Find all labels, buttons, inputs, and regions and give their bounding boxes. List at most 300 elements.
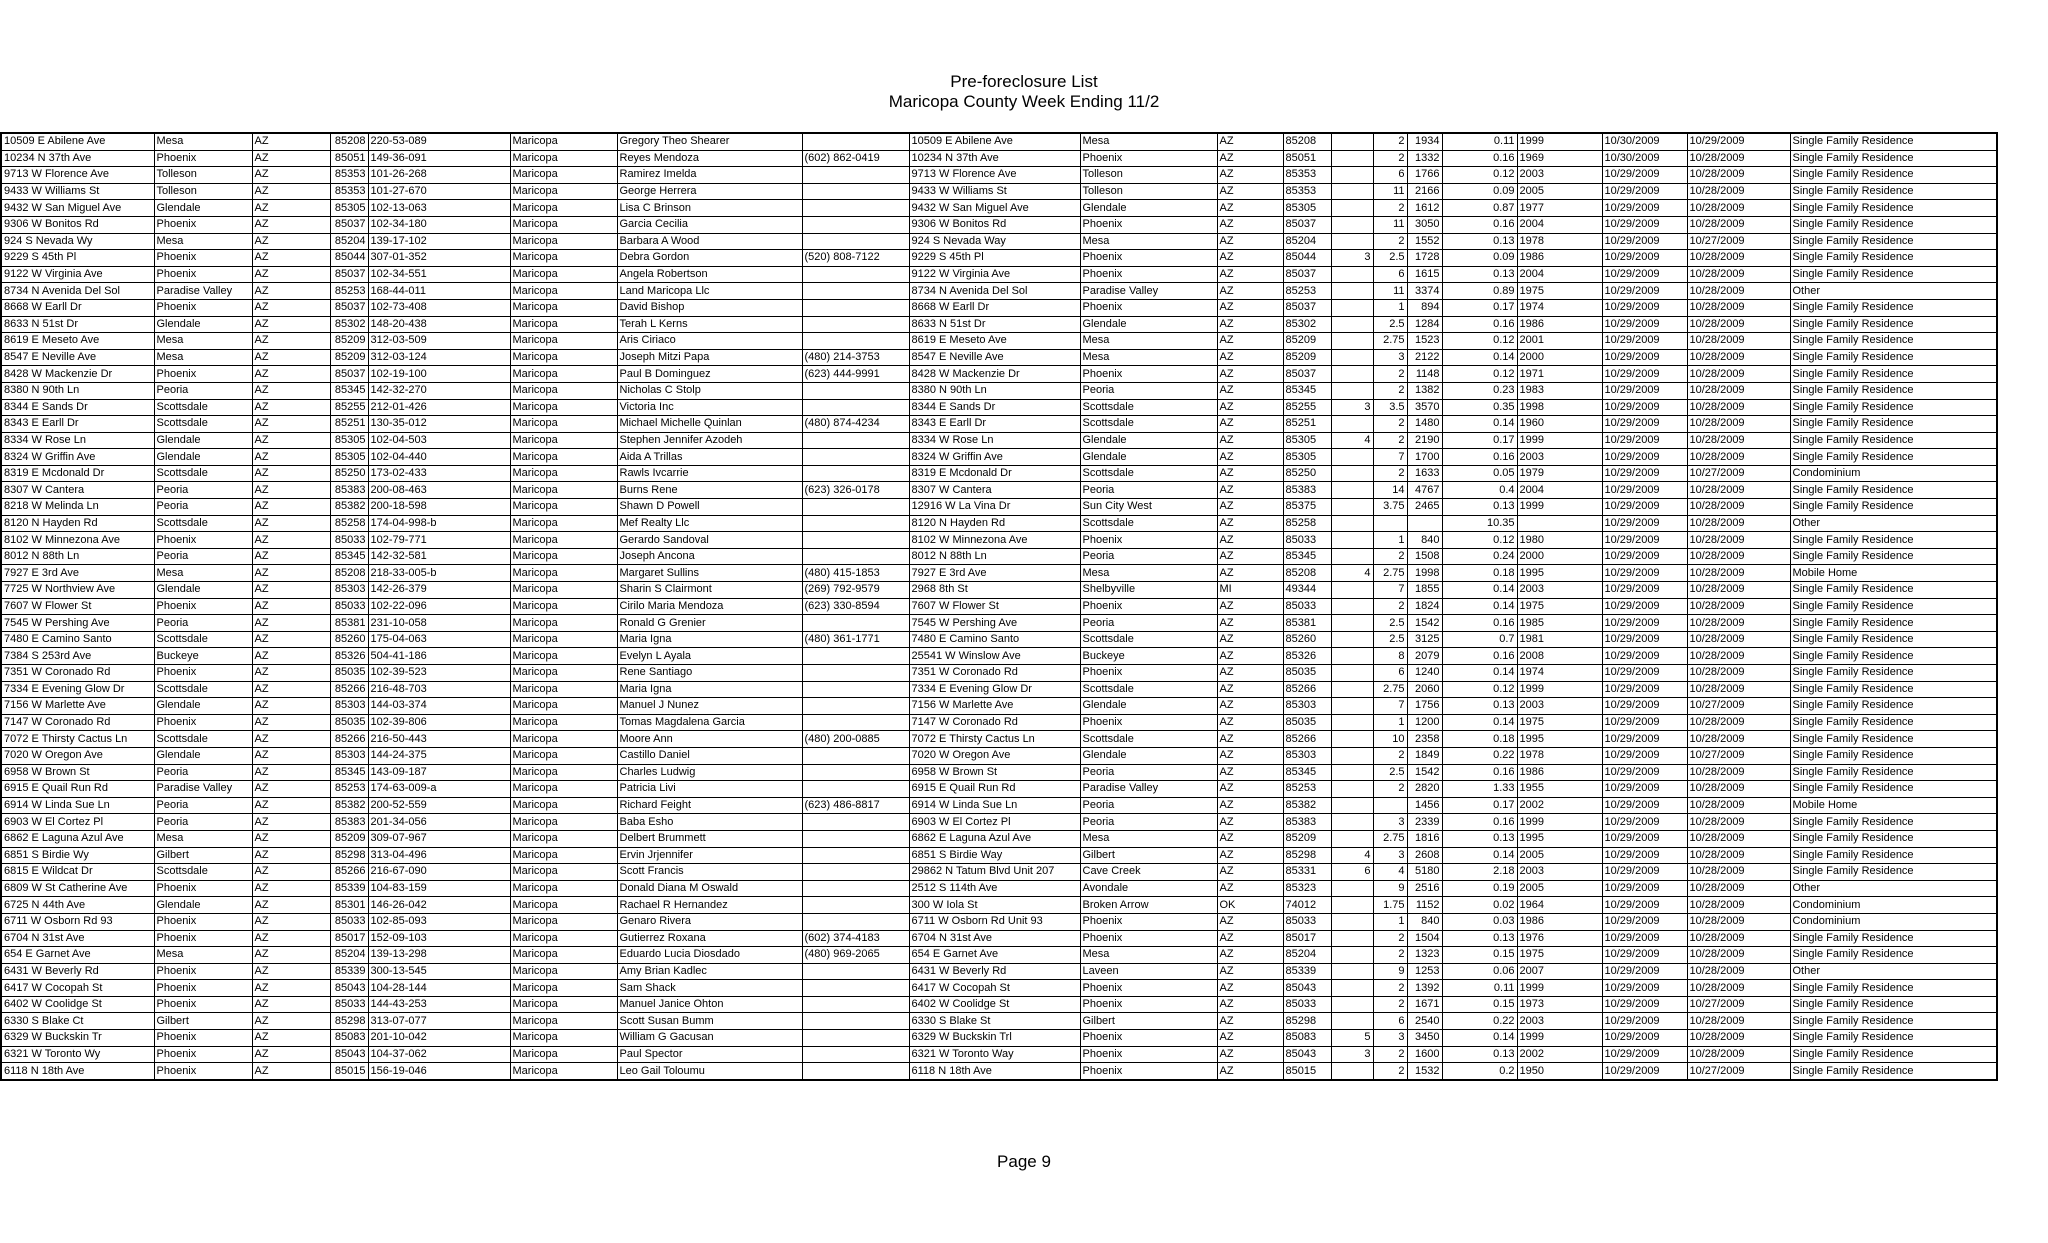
table-cell: Mesa — [154, 565, 252, 582]
table-cell: Maricopa — [510, 1046, 617, 1063]
table-cell: 85260 — [330, 631, 368, 648]
table-cell: AZ — [252, 930, 330, 947]
table-cell: Single Family Residence — [1790, 349, 1997, 366]
table-cell: 10/28/2009 — [1687, 764, 1790, 781]
table-cell — [802, 183, 909, 200]
table-cell: AZ — [1217, 714, 1283, 731]
table-cell: AZ — [252, 847, 330, 864]
table-cell: 7147 W Coronado Rd — [909, 714, 1080, 731]
table-cell: Condominium — [1790, 897, 1997, 914]
table-cell — [1331, 698, 1373, 715]
table-cell: Single Family Residence — [1790, 532, 1997, 549]
table-cell: 1152 — [1407, 897, 1442, 914]
table-cell: 9432 W San Miguel Ave — [909, 200, 1080, 217]
table-cell: 6417 W Cocopah St — [1, 980, 154, 997]
table-cell: Mobile Home — [1790, 565, 1997, 582]
table-cell: 148-20-438 — [368, 316, 510, 333]
table-cell: 6711 W Osborn Rd 93 — [1, 913, 154, 930]
table-cell: AZ — [252, 382, 330, 399]
table-cell: AZ — [252, 449, 330, 466]
table-cell: Peoria — [154, 382, 252, 399]
table-cell: Glendale — [154, 449, 252, 466]
table-cell: Maricopa — [510, 930, 617, 947]
table-cell: Glendale — [1080, 316, 1217, 333]
table-cell: 0.19 — [1442, 880, 1517, 897]
table-cell: 174-63-009-a — [368, 781, 510, 798]
table-cell: 8668 W Earll Dr — [909, 299, 1080, 316]
table-cell: 8307 W Cantera — [1, 482, 154, 499]
table-cell: AZ — [252, 698, 330, 715]
table-cell: 10/29/2009 — [1602, 631, 1687, 648]
table-cell: 10/28/2009 — [1687, 681, 1790, 698]
table-cell: 85382 — [330, 797, 368, 814]
table-cell: 85037 — [330, 366, 368, 383]
table-cell — [1331, 382, 1373, 399]
table-cell: 9433 W Williams St — [1, 183, 154, 200]
table-cell: 10/29/2009 — [1602, 681, 1687, 698]
table-cell: Condominium — [1790, 465, 1997, 482]
table-cell: (623) 444-9991 — [802, 366, 909, 383]
table-cell: 9713 W Florence Ave — [909, 167, 1080, 184]
table-cell: Single Family Residence — [1790, 714, 1997, 731]
table-cell: Glendale — [154, 897, 252, 914]
table-cell: 9229 S 45th Pl — [1, 250, 154, 267]
table-cell — [802, 864, 909, 881]
table-cell: 85301 — [330, 897, 368, 914]
table-cell: Phoenix — [1080, 913, 1217, 930]
table-cell: (480) 874-4234 — [802, 416, 909, 433]
table-cell: Gerardo Sandoval — [617, 532, 802, 549]
table-row — [1, 747, 1997, 764]
table-cell: 1999 — [1517, 814, 1602, 831]
table-cell: 102-19-100 — [368, 366, 510, 383]
table-cell: 8380 N 90th Ln — [1, 382, 154, 399]
table-cell: 10/29/2009 — [1602, 648, 1687, 665]
table-cell: 10/28/2009 — [1687, 382, 1790, 399]
table-cell: AZ — [1217, 465, 1283, 482]
table-cell: 8547 E Neville Ave — [909, 349, 1080, 366]
table-cell: 85209 — [330, 349, 368, 366]
table-cell: AZ — [1217, 996, 1283, 1013]
table-cell: 2512 S 114th Ave — [909, 880, 1080, 897]
table-cell: AZ — [252, 598, 330, 615]
table-cell: 1456 — [1407, 797, 1442, 814]
table-cell: 10/29/2009 — [1602, 980, 1687, 997]
table-cell: Single Family Residence — [1790, 482, 1997, 499]
table-cell: 2003 — [1517, 582, 1602, 599]
table-cell: Single Family Residence — [1790, 814, 1997, 831]
table-cell: 85383 — [330, 482, 368, 499]
table-cell: 1986 — [1517, 316, 1602, 333]
table-cell: 0.11 — [1442, 133, 1517, 150]
table-row — [1, 532, 1997, 549]
table-cell: 8428 W Mackenzie Dr — [909, 366, 1080, 383]
table-cell: 1542 — [1407, 615, 1442, 632]
table-cell: AZ — [1217, 764, 1283, 781]
table-cell: 2 — [1373, 200, 1407, 217]
table-cell: Phoenix — [1080, 714, 1217, 731]
table-cell: AZ — [252, 913, 330, 930]
table-cell: AZ — [1217, 133, 1283, 150]
table-cell — [1331, 1013, 1373, 1030]
table-cell: 6118 N 18th Ave — [909, 1063, 1080, 1080]
table-row — [1, 233, 1997, 250]
table-cell: 8633 N 51st Dr — [909, 316, 1080, 333]
table-cell: 102-85-093 — [368, 913, 510, 930]
table-cell: 313-07-077 — [368, 1013, 510, 1030]
table-cell: Single Family Residence — [1790, 582, 1997, 599]
table-cell: 9713 W Florence Ave — [1, 167, 154, 184]
table-cell: AZ — [252, 648, 330, 665]
table-cell — [802, 515, 909, 532]
table-cell: AZ — [252, 963, 330, 980]
table-cell — [1331, 283, 1373, 300]
table-cell: AZ — [1217, 1013, 1283, 1030]
table-cell: AZ — [252, 764, 330, 781]
table-cell: 1332 — [1407, 150, 1442, 167]
table-cell: Phoenix — [154, 930, 252, 947]
table-cell: 1 — [1373, 532, 1407, 549]
table-cell: Phoenix — [1080, 980, 1217, 997]
table-cell: 6 — [1373, 167, 1407, 184]
table-cell: 85209 — [1283, 333, 1331, 350]
table-cell: 7351 W Coronado Rd — [1, 665, 154, 682]
table-cell: 300 W Iola St — [909, 897, 1080, 914]
table-cell: AZ — [1217, 963, 1283, 980]
table-cell: 85083 — [330, 1030, 368, 1047]
table-cell: AZ — [1217, 847, 1283, 864]
table-cell: Single Family Residence — [1790, 847, 1997, 864]
table-row — [1, 167, 1997, 184]
table-cell: 10/28/2009 — [1687, 283, 1790, 300]
table-cell: AZ — [1217, 299, 1283, 316]
table-cell: 85326 — [1283, 648, 1331, 665]
table-cell — [1331, 482, 1373, 499]
table-cell: 7 — [1373, 698, 1407, 715]
table-cell: 175-04-063 — [368, 631, 510, 648]
table-cell: Single Family Residence — [1790, 333, 1997, 350]
table-cell: 6329 W Buckskin Tr — [1, 1030, 154, 1047]
table-cell: 3450 — [1407, 1030, 1442, 1047]
table-cell: 11 — [1373, 216, 1407, 233]
table-cell: AZ — [1217, 250, 1283, 267]
table-cell: Maricopa — [510, 382, 617, 399]
table-row — [1, 316, 1997, 333]
table-cell: 7725 W Northview Ave — [1, 582, 154, 599]
table-cell: 85331 — [1283, 864, 1331, 881]
table-cell: 5 — [1331, 1030, 1373, 1047]
table-cell: 10/27/2009 — [1687, 996, 1790, 1013]
table-cell: Avondale — [1080, 880, 1217, 897]
table-row — [1, 565, 1997, 582]
table-cell: David Bishop — [617, 299, 802, 316]
table-cell — [1331, 299, 1373, 316]
table-cell: 2 — [1373, 980, 1407, 997]
table-cell: AZ — [252, 864, 330, 881]
table-cell: 1973 — [1517, 996, 1602, 1013]
table-cell: 130-35-012 — [368, 416, 510, 433]
table-cell: 8380 N 90th Ln — [909, 382, 1080, 399]
table-cell: 0.12 — [1442, 333, 1517, 350]
table-cell: 10/28/2009 — [1687, 913, 1790, 930]
table-cell — [802, 847, 909, 864]
table-cell: Phoenix — [1080, 299, 1217, 316]
table-row — [1, 698, 1997, 715]
table-cell: Broken Arrow — [1080, 897, 1217, 914]
table-cell: 309-07-967 — [368, 830, 510, 847]
table-cell: 10/29/2009 — [1602, 731, 1687, 748]
table-cell: 6851 S Birdie Way — [909, 847, 1080, 864]
table-cell: Mesa — [154, 947, 252, 964]
table-cell: Eduardo Lucia Diosdado — [617, 947, 802, 964]
table-cell: Phoenix — [154, 532, 252, 549]
table-cell: 74012 — [1283, 897, 1331, 914]
table-cell: 10/28/2009 — [1687, 167, 1790, 184]
table-cell: AZ — [252, 167, 330, 184]
table-cell: Angela Robertson — [617, 266, 802, 283]
table-cell: George Herrera — [617, 183, 802, 200]
table-cell: 1975 — [1517, 947, 1602, 964]
table-cell: 8319 E Mcdonald Dr — [909, 465, 1080, 482]
table-cell: AZ — [252, 615, 330, 632]
table-cell — [1331, 216, 1373, 233]
table-cell: AZ — [1217, 183, 1283, 200]
table-cell — [802, 615, 909, 632]
table-cell: 12916 W La Vina Dr — [909, 499, 1080, 516]
table-cell: Maricopa — [510, 913, 617, 930]
table-cell: 85345 — [330, 548, 368, 565]
table-cell: 7927 E 3rd Ave — [909, 565, 1080, 582]
table-cell: 10/29/2009 — [1602, 714, 1687, 731]
table-cell: 6915 E Quail Run Rd — [1, 781, 154, 798]
table-cell: AZ — [252, 333, 330, 350]
table-cell — [1331, 631, 1373, 648]
table-cell: 1999 — [1517, 432, 1602, 449]
table-cell — [802, 764, 909, 781]
table-cell: Maricopa — [510, 399, 617, 416]
table-cell: Paul Spector — [617, 1046, 802, 1063]
table-cell: 85383 — [1283, 814, 1331, 831]
table-cell: Single Family Residence — [1790, 731, 1997, 748]
table-cell: 85302 — [330, 316, 368, 333]
table-cell: Tolleson — [1080, 167, 1217, 184]
table-cell: 6 — [1373, 266, 1407, 283]
table-cell: 10234 N 37th Ave — [1, 150, 154, 167]
table-cell: Maricopa — [510, 582, 617, 599]
table-cell: 2001 — [1517, 333, 1602, 350]
table-cell — [802, 299, 909, 316]
table-cell: 85255 — [1283, 399, 1331, 416]
table-cell: 85303 — [1283, 747, 1331, 764]
table-cell: 654 E Garnet Ave — [909, 947, 1080, 964]
table-cell: Gregory Theo Shearer — [617, 133, 802, 150]
table-cell: 7334 E Evening Glow Dr — [1, 681, 154, 698]
table-cell: 2190 — [1407, 432, 1442, 449]
table-cell: 2.5 — [1373, 615, 1407, 632]
table-cell: Gilbert — [154, 847, 252, 864]
page-number: Page 9 — [997, 1152, 1051, 1171]
table-cell: Single Family Residence — [1790, 681, 1997, 698]
table-cell: Single Family Residence — [1790, 266, 1997, 283]
table-cell — [1331, 465, 1373, 482]
table-cell: 3 — [1373, 349, 1407, 366]
table-cell: 6402 W Coolidge St — [1, 996, 154, 1013]
table-cell: 85209 — [330, 830, 368, 847]
table-cell: 3125 — [1407, 631, 1442, 648]
table-cell: 6321 W Toronto Wy — [1, 1046, 154, 1063]
table-cell: AZ — [252, 731, 330, 748]
table-cell: 6915 E Quail Run Rd — [909, 781, 1080, 798]
table-cell: 1816 — [1407, 830, 1442, 847]
table-cell: 10/28/2009 — [1687, 366, 1790, 383]
table-cell: Land Maricopa Llc — [617, 283, 802, 300]
table-cell — [802, 747, 909, 764]
table-cell: 1 — [1373, 714, 1407, 731]
table-cell: 0.16 — [1442, 764, 1517, 781]
table-cell: Phoenix — [154, 216, 252, 233]
table-cell: 144-24-375 — [368, 747, 510, 764]
table-cell: 10/28/2009 — [1687, 847, 1790, 864]
table-cell: 2820 — [1407, 781, 1442, 798]
table-cell: Mesa — [154, 830, 252, 847]
table-cell: 85209 — [330, 333, 368, 350]
table-row — [1, 781, 1997, 798]
table-cell: Single Family Residence — [1790, 665, 1997, 682]
table-cell: AZ — [252, 980, 330, 997]
table-cell: Maricopa — [510, 747, 617, 764]
table-cell: 85043 — [1283, 980, 1331, 997]
table-cell: 0.16 — [1442, 216, 1517, 233]
table-cell: 216-48-703 — [368, 681, 510, 698]
table-row — [1, 963, 1997, 980]
table-cell: 6903 W El Cortez Pl — [1, 814, 154, 831]
table-row — [1, 731, 1997, 748]
table-cell: AZ — [1217, 814, 1283, 831]
table-cell: AZ — [1217, 333, 1283, 350]
table-cell: Single Family Residence — [1790, 698, 1997, 715]
table-cell: 0.2 — [1442, 1063, 1517, 1080]
table-cell: 10/28/2009 — [1687, 449, 1790, 466]
table-cell — [1331, 266, 1373, 283]
table-cell: Scott Susan Bumm — [617, 1013, 802, 1030]
table-cell: 10/29/2009 — [1602, 814, 1687, 831]
table-cell: 0.16 — [1442, 814, 1517, 831]
table-cell: 654 E Garnet Ave — [1, 947, 154, 964]
table-cell: 85037 — [1283, 216, 1331, 233]
table-cell: 6431 W Beverly Rd — [1, 963, 154, 980]
table-cell: AZ — [1217, 482, 1283, 499]
table-cell: 0.16 — [1442, 316, 1517, 333]
table-cell: Shawn D Powell — [617, 499, 802, 516]
table-cell: AZ — [252, 1063, 330, 1080]
table-cell: 0.14 — [1442, 665, 1517, 682]
table-cell — [802, 913, 909, 930]
table-cell: 3374 — [1407, 283, 1442, 300]
table-cell: 1960 — [1517, 416, 1602, 433]
table-cell: 10/28/2009 — [1687, 814, 1790, 831]
table-cell: 0.14 — [1442, 1030, 1517, 1047]
table-cell: 1756 — [1407, 698, 1442, 715]
table-cell: 10/28/2009 — [1687, 930, 1790, 947]
table-cell: AZ — [1217, 382, 1283, 399]
table-cell: 10/28/2009 — [1687, 316, 1790, 333]
table-cell: 0.14 — [1442, 349, 1517, 366]
table-cell: 2968 8th St — [909, 582, 1080, 599]
table-cell: AZ — [1217, 880, 1283, 897]
table-cell: Scottsdale — [1080, 399, 1217, 416]
table-cell: Gilbert — [1080, 847, 1217, 864]
table-cell: Maricopa — [510, 565, 617, 582]
table-cell: AZ — [252, 499, 330, 516]
table-cell: Maricopa — [510, 366, 617, 383]
table-cell: AZ — [252, 366, 330, 383]
table-cell: 200-08-463 — [368, 482, 510, 499]
table-cell: AZ — [1217, 565, 1283, 582]
table-cell: 7545 W Pershing Ave — [1, 615, 154, 632]
table-cell: Manuel J Nunez — [617, 698, 802, 715]
table-cell: 142-26-379 — [368, 582, 510, 599]
table-cell: 10/28/2009 — [1687, 399, 1790, 416]
table-cell: Single Family Residence — [1790, 747, 1997, 764]
table-row — [1, 880, 1997, 897]
table-cell — [1331, 416, 1373, 433]
table-cell: AZ — [252, 250, 330, 267]
table-cell: 85339 — [330, 963, 368, 980]
table-cell: Peoria — [1080, 548, 1217, 565]
table-cell: 6402 W Coolidge St — [909, 996, 1080, 1013]
table-cell: 85208 — [330, 133, 368, 150]
table-cell: 7334 E Evening Glow Dr — [909, 681, 1080, 698]
table-cell: 7927 E 3rd Ave — [1, 565, 154, 582]
table-cell: 3050 — [1407, 216, 1442, 233]
table-cell: 102-79-771 — [368, 532, 510, 549]
table-cell: 1532 — [1407, 1063, 1442, 1080]
table-cell: 1824 — [1407, 598, 1442, 615]
table-cell: 104-83-159 — [368, 880, 510, 897]
table-cell: 10/29/2009 — [1602, 880, 1687, 897]
table-cell: AZ — [252, 515, 330, 532]
table-cell: AZ — [1217, 830, 1283, 847]
table-cell: 6914 W Linda Sue Ln — [1, 797, 154, 814]
table-cell: 85204 — [330, 947, 368, 964]
table-cell: 10/29/2009 — [1602, 200, 1687, 217]
table-cell: Phoenix — [154, 996, 252, 1013]
table-cell: 85345 — [330, 382, 368, 399]
table-row — [1, 847, 1997, 864]
table-row — [1, 913, 1997, 930]
table-cell: 3 — [1373, 1030, 1407, 1047]
table-cell — [1331, 499, 1373, 516]
table-cell: 10/29/2009 — [1602, 399, 1687, 416]
foreclosure-table — [0, 132, 1998, 1081]
table-cell: Phoenix — [1080, 250, 1217, 267]
table-cell: 10/29/2009 — [1602, 698, 1687, 715]
table-cell: 102-22-096 — [368, 598, 510, 615]
table-cell: 2 — [1373, 432, 1407, 449]
table-cell: 8 — [1373, 648, 1407, 665]
table-cell: Evelyn L Ayala — [617, 648, 802, 665]
table-cell: Peoria — [154, 764, 252, 781]
table-cell: AZ — [1217, 283, 1283, 300]
table-cell: 1974 — [1517, 299, 1602, 316]
table-cell: Sun City West — [1080, 499, 1217, 516]
table-cell: 1392 — [1407, 980, 1442, 997]
table-cell: Single Family Residence — [1790, 150, 1997, 167]
table-cell: 10/28/2009 — [1687, 150, 1790, 167]
table-cell: Maricopa — [510, 830, 617, 847]
table-cell — [1331, 665, 1373, 682]
table-cell: 9432 W San Miguel Ave — [1, 200, 154, 217]
